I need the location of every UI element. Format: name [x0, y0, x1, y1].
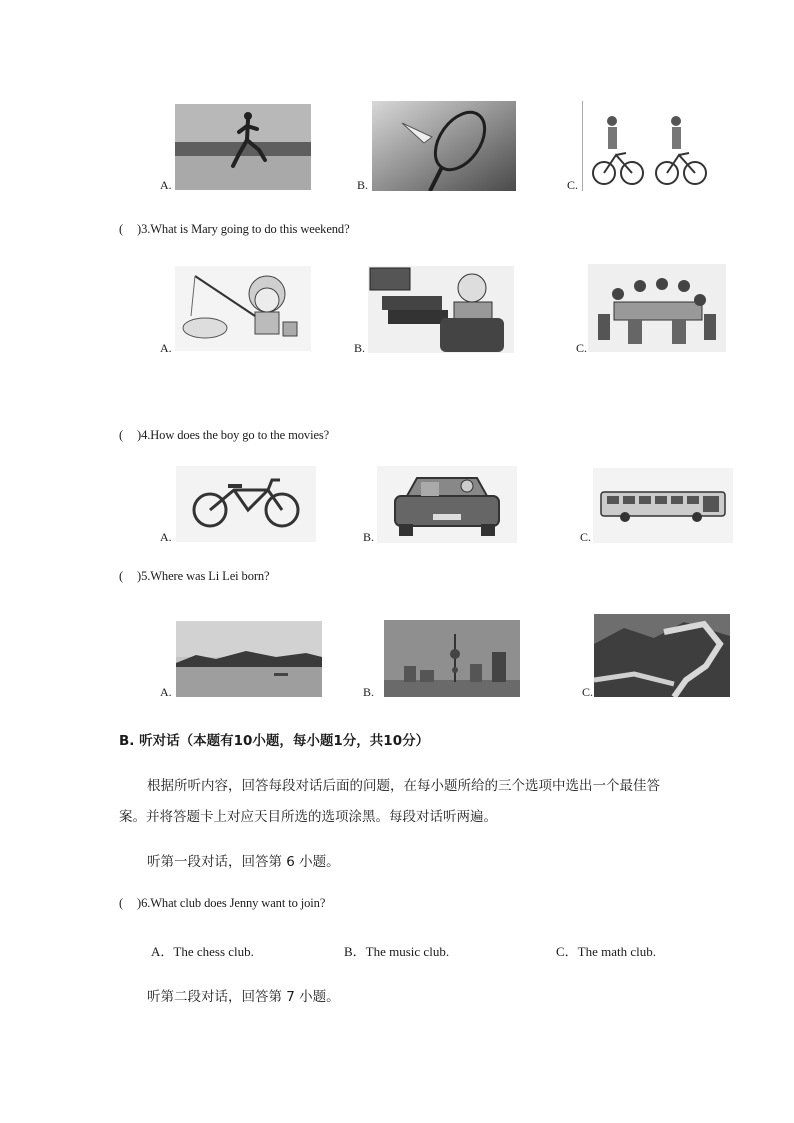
cyclists-image: [582, 101, 712, 191]
instruction-text-line2: 案。并将答题卡上对应天目所选的选项涂黑。每段对话听两遍。: [119, 809, 497, 825]
lake-image: [176, 621, 322, 697]
dialog-1-instruction: 听第一段对话，回答第 6 小题。: [147, 854, 340, 870]
bicycle-image: [176, 466, 316, 542]
q6-option-a: [151, 941, 254, 960]
option-letter: B．: [344, 944, 366, 959]
question-6-text: )6.What club does Jenny want to join?: [137, 896, 326, 910]
q6-option-c: [556, 941, 656, 960]
question-bracket: (: [119, 222, 124, 236]
question-5-text: )5.Where was Li Lei born?: [137, 569, 270, 583]
badminton-image: [372, 101, 516, 191]
option-letter-a: A.: [160, 530, 172, 544]
option-text: The music club.: [365, 944, 450, 959]
question-bracket: (: [119, 896, 124, 910]
option-letter-b: B.: [354, 341, 366, 355]
question-3-text: )3.What is Mary going to do this weekend?: [137, 222, 350, 236]
option-letter-c: C.: [582, 685, 594, 699]
section-b-heading: B. 听对话（本题有10小题，每小题1分，共10分）: [119, 733, 430, 749]
girl-fishing-image: [175, 266, 311, 351]
car-image: [377, 466, 517, 543]
instruction-text-line1: 根据所听内容，回答每段对话后面的问题，在每小题所给的三个选项中选出一个最佳答: [147, 778, 660, 794]
question-4-text: )4.How does the boy go to the movies?: [137, 428, 330, 442]
option-text: The math club.: [577, 944, 657, 959]
option-letter-c: C.: [580, 530, 592, 544]
dinner-table-image: [588, 264, 726, 352]
question-bracket: (: [119, 569, 124, 583]
option-letter-b: B.: [363, 685, 375, 699]
option-letter-a: A.: [160, 685, 172, 699]
option-letter: A．: [151, 944, 174, 959]
bus-image: [593, 468, 733, 543]
great-wall-image: [594, 614, 730, 697]
running-on-beach-image: [175, 104, 311, 190]
option-letter-a: A.: [160, 178, 172, 192]
option-letter-b: B.: [357, 178, 369, 192]
movie-theater-image: [368, 266, 514, 353]
option-text: The chess club.: [173, 944, 254, 959]
question-bracket: (: [119, 428, 124, 442]
option-letter: C．: [556, 944, 578, 959]
dialog-2-instruction: 听第二段对话，回答第 7 小题。: [147, 989, 340, 1005]
option-letter-a: A.: [160, 341, 172, 355]
city-skyline-image: [384, 620, 520, 697]
option-letter-b: B.: [363, 530, 375, 544]
option-letter-c: C.: [567, 178, 579, 192]
option-letter-c: C.: [576, 341, 588, 355]
q6-option-b: [344, 941, 449, 960]
